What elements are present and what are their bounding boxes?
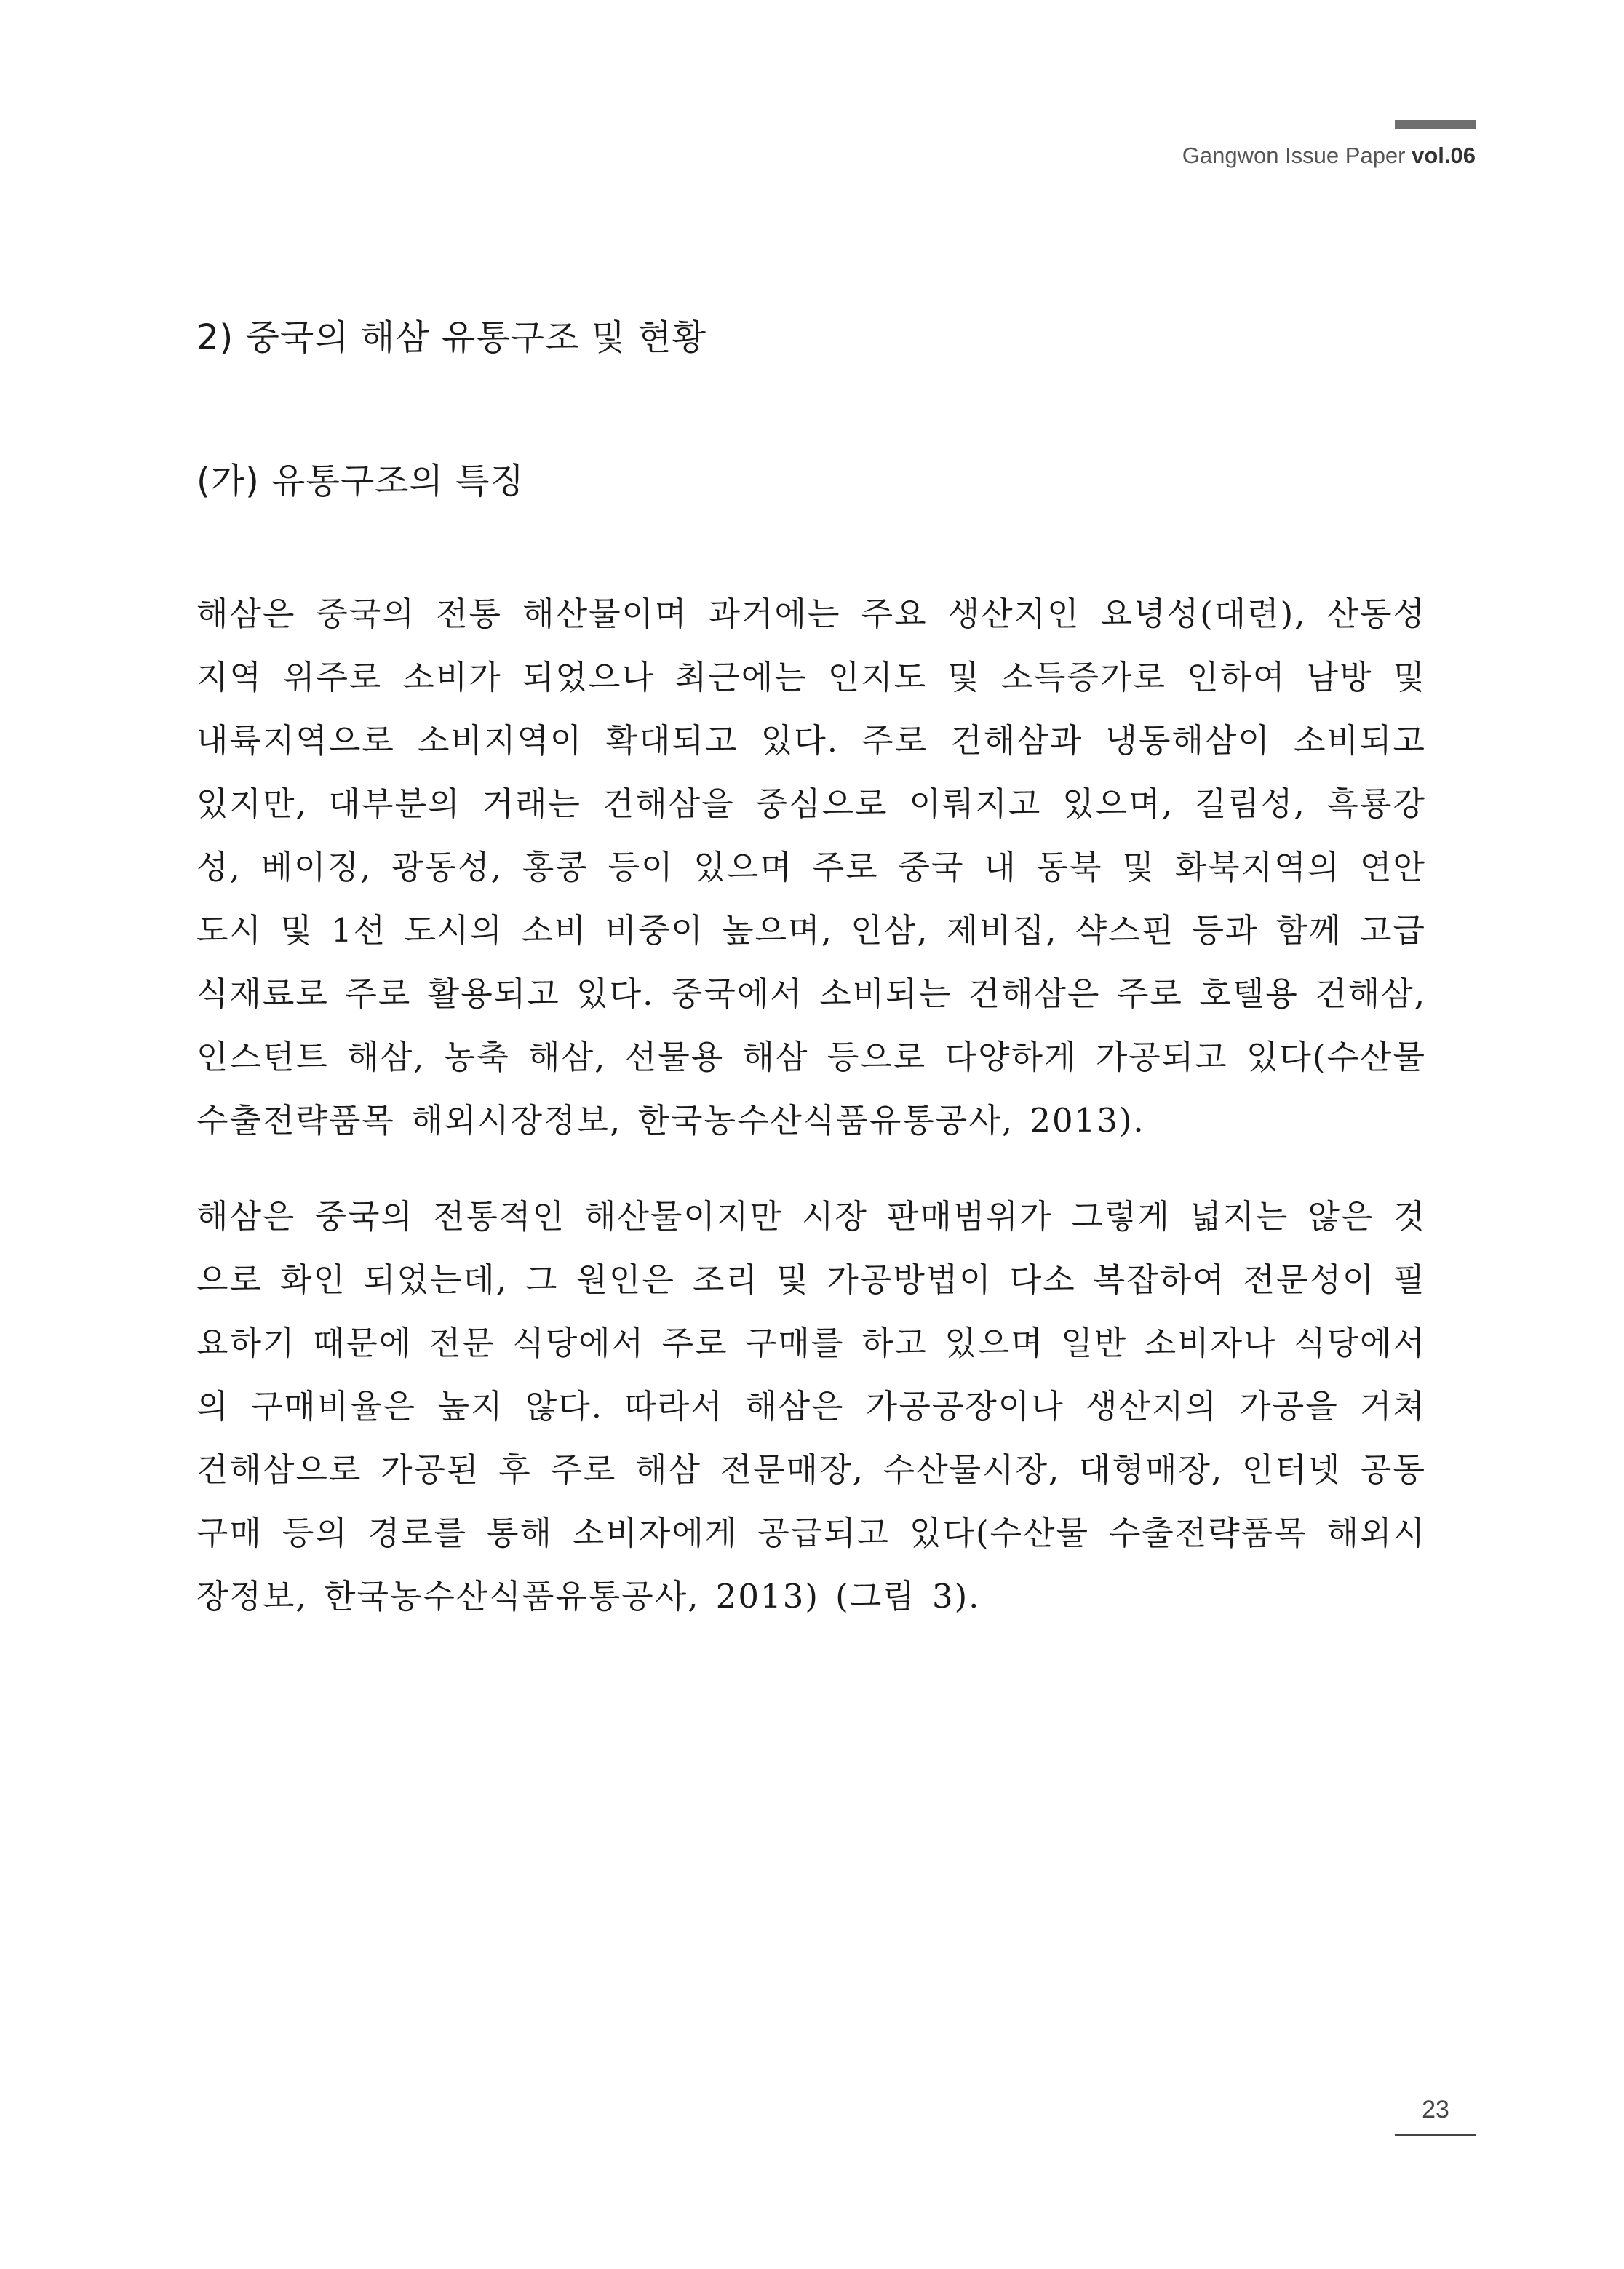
subsection-title: (가) 유통구조의 특징 [196, 461, 525, 501]
publication-name: Gangwon Issue Paper [1182, 143, 1412, 168]
paragraph-1: 해삼은 중국의 전통 해산물이며 과거에는 주요 생산지인 요녕성(대련), 산동성 지역 위주로 소비가 되었으나 최근에는 인지도 및 소득증가로 인하여 남방 및 내륙지역으로 소비지역이 확대되고 있다. 주로 건해삼과 냉동해삼이 소비되고 있지만, 대부분의 거래는 건해삼을 중심으로 이뤄지고 있으며, 길림성, 흑룡강성, 베이징, 광동성, 홍콩 등이 있으며 주로 중국 내 동북 및 화북지역의 연안 도시 및 1선 도시의 소비 비중이 높으며, 인삼, 제비집, 샥스핀 등과 함께 고급 식재료로 주로 활용되고 있다. 중국에서 소비되는 건해삼은 주로 호텔용 건해삼, 인스턴트 해삼, 농축 해삼, 선물용 해삼 등으로 다양하게 가공되고 있다(수산물 수출전략품목 해외시장정보, 한국농수산식품유통공사, 2013). [196, 595, 1426, 1140]
section-title: 2) 중국의 해삼 유통구조 및 현황 [196, 317, 706, 358]
volume-label: vol.06 [1412, 143, 1476, 168]
page-number-rule [1395, 2134, 1476, 2136]
running-header [1182, 143, 1476, 169]
page-number: 23 [1422, 2096, 1449, 2123]
paragraph-2: 해삼은 중국의 전통적인 해산물이지만 시장 판매범위가 그렇게 넓지는 않은 것으로 화인 되었는데, 그 원인은 조리 및 가공방법이 다소 복잡하여 전문성이 필요하기 때문에 전문 식당에서 주로 구매를 하고 있으며 일반 소비자나 식당에서의 구매비율은 높지 않다. 따라서 해삼은 가공공장이나 생산지의 가공을 거쳐 건해삼으로 가공된 후 주로 해삼 전문매장, 수산물시장, 대형매장, 인터넷 공동구매 등의 경로를 통해 소비자에게 공급되고 있다(수산물 수출전략품목 해외시장정보, 한국농수산식품유통공사, 2013) (그림 3). [196, 1197, 1426, 1616]
header-accent-bar [1395, 120, 1476, 129]
